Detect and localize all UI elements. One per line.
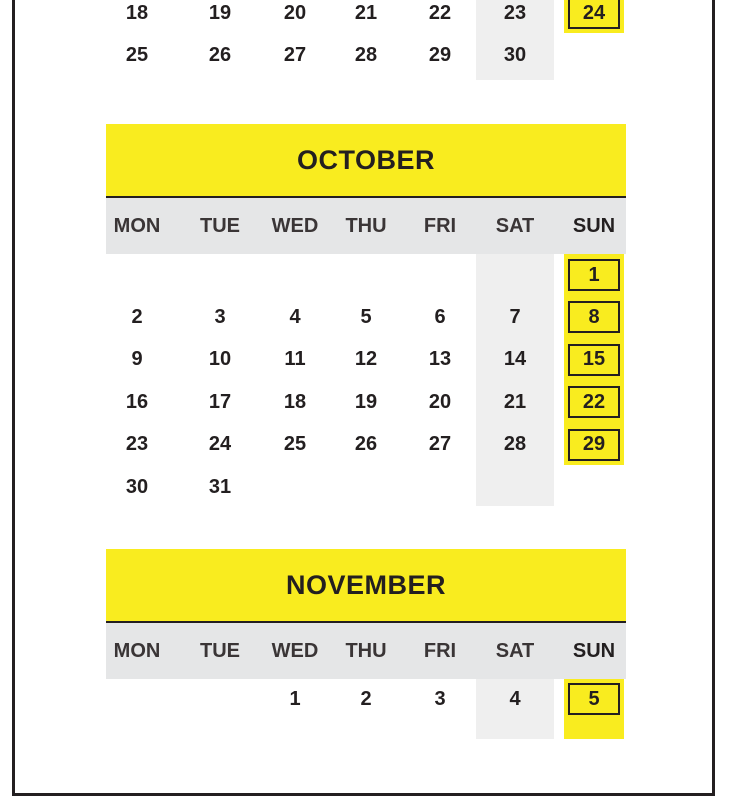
day-cell: 23 bbox=[503, 1, 527, 24]
weekday-label-wed: WED bbox=[271, 639, 319, 662]
weekday-label-mon: MON bbox=[113, 214, 161, 237]
day-cell: 1 bbox=[289, 687, 301, 710]
weekday-label-wed: WED bbox=[271, 214, 319, 237]
day-cell: 27 bbox=[283, 43, 307, 66]
day-cell: 31 bbox=[208, 475, 232, 498]
day-cell: 4 bbox=[509, 687, 521, 710]
weekday-label-mon: MON bbox=[113, 639, 161, 662]
day-cell: 15 bbox=[568, 344, 620, 376]
weekday-label-thu: THU bbox=[345, 214, 387, 237]
day-cell: 18 bbox=[125, 1, 149, 24]
day-cell: 16 bbox=[125, 390, 149, 413]
day-cell: 26 bbox=[208, 43, 232, 66]
day-cell: 4 bbox=[289, 305, 301, 328]
month-title-november: NOVEMBER bbox=[106, 549, 626, 623]
day-cell: 3 bbox=[434, 687, 446, 710]
day-cell: 11 bbox=[284, 348, 306, 371]
weekday-label-sun: SUN bbox=[572, 639, 616, 662]
day-cell: 29 bbox=[428, 43, 452, 66]
day-cell: 13 bbox=[428, 348, 452, 371]
day-cell: 29 bbox=[568, 429, 620, 461]
day-cell: 2 bbox=[360, 687, 372, 710]
saturday-column bbox=[476, 254, 554, 506]
day-cell: 23 bbox=[125, 433, 149, 456]
day-cell: 6 bbox=[434, 305, 446, 328]
day-cell: 17 bbox=[208, 390, 232, 413]
day-cell: 30 bbox=[125, 475, 149, 498]
day-cell: 2 bbox=[131, 305, 143, 328]
day-cell: 19 bbox=[354, 390, 378, 413]
day-cell: 27 bbox=[428, 433, 452, 456]
day-cell: 12 bbox=[354, 348, 378, 371]
day-cell: 25 bbox=[125, 43, 149, 66]
day-cell: 9 bbox=[131, 348, 143, 371]
weekday-label-tue: TUE bbox=[200, 214, 240, 237]
day-cell: 20 bbox=[428, 390, 452, 413]
weekday-label-sat: SAT bbox=[495, 639, 535, 662]
day-cell: 22 bbox=[428, 1, 452, 24]
weekday-label-fri: FRI bbox=[423, 639, 457, 662]
day-cell: 20 bbox=[283, 1, 307, 24]
day-cell: 25 bbox=[283, 433, 307, 456]
day-cell: 22 bbox=[568, 386, 620, 418]
day-cell: 5 bbox=[568, 683, 620, 715]
day-cell: 19 bbox=[208, 1, 232, 24]
weekday-label-sat: SAT bbox=[495, 214, 535, 237]
day-cell: 14 bbox=[503, 348, 527, 371]
day-cell: 21 bbox=[503, 390, 527, 413]
day-cell: 24 bbox=[208, 433, 232, 456]
day-cell: 21 bbox=[354, 1, 378, 24]
day-cell: 18 bbox=[283, 390, 307, 413]
day-cell: 28 bbox=[503, 433, 527, 456]
day-cell: 1 bbox=[568, 259, 620, 291]
weekday-label-fri: FRI bbox=[423, 214, 457, 237]
month-title-october: OCTOBER bbox=[106, 124, 626, 198]
day-cell: 26 bbox=[354, 433, 378, 456]
day-cell: 5 bbox=[360, 305, 372, 328]
day-cell: 24 bbox=[568, 0, 620, 29]
weekday-label-sun: SUN bbox=[572, 214, 616, 237]
day-cell: 8 bbox=[568, 301, 620, 333]
day-cell: 3 bbox=[214, 305, 226, 328]
day-cell: 7 bbox=[509, 305, 521, 328]
day-cell: 10 bbox=[208, 348, 232, 371]
day-cell: 28 bbox=[354, 43, 378, 66]
weekday-label-tue: TUE bbox=[200, 639, 240, 662]
weekday-label-thu: THU bbox=[345, 639, 387, 662]
day-cell: 30 bbox=[503, 43, 527, 66]
